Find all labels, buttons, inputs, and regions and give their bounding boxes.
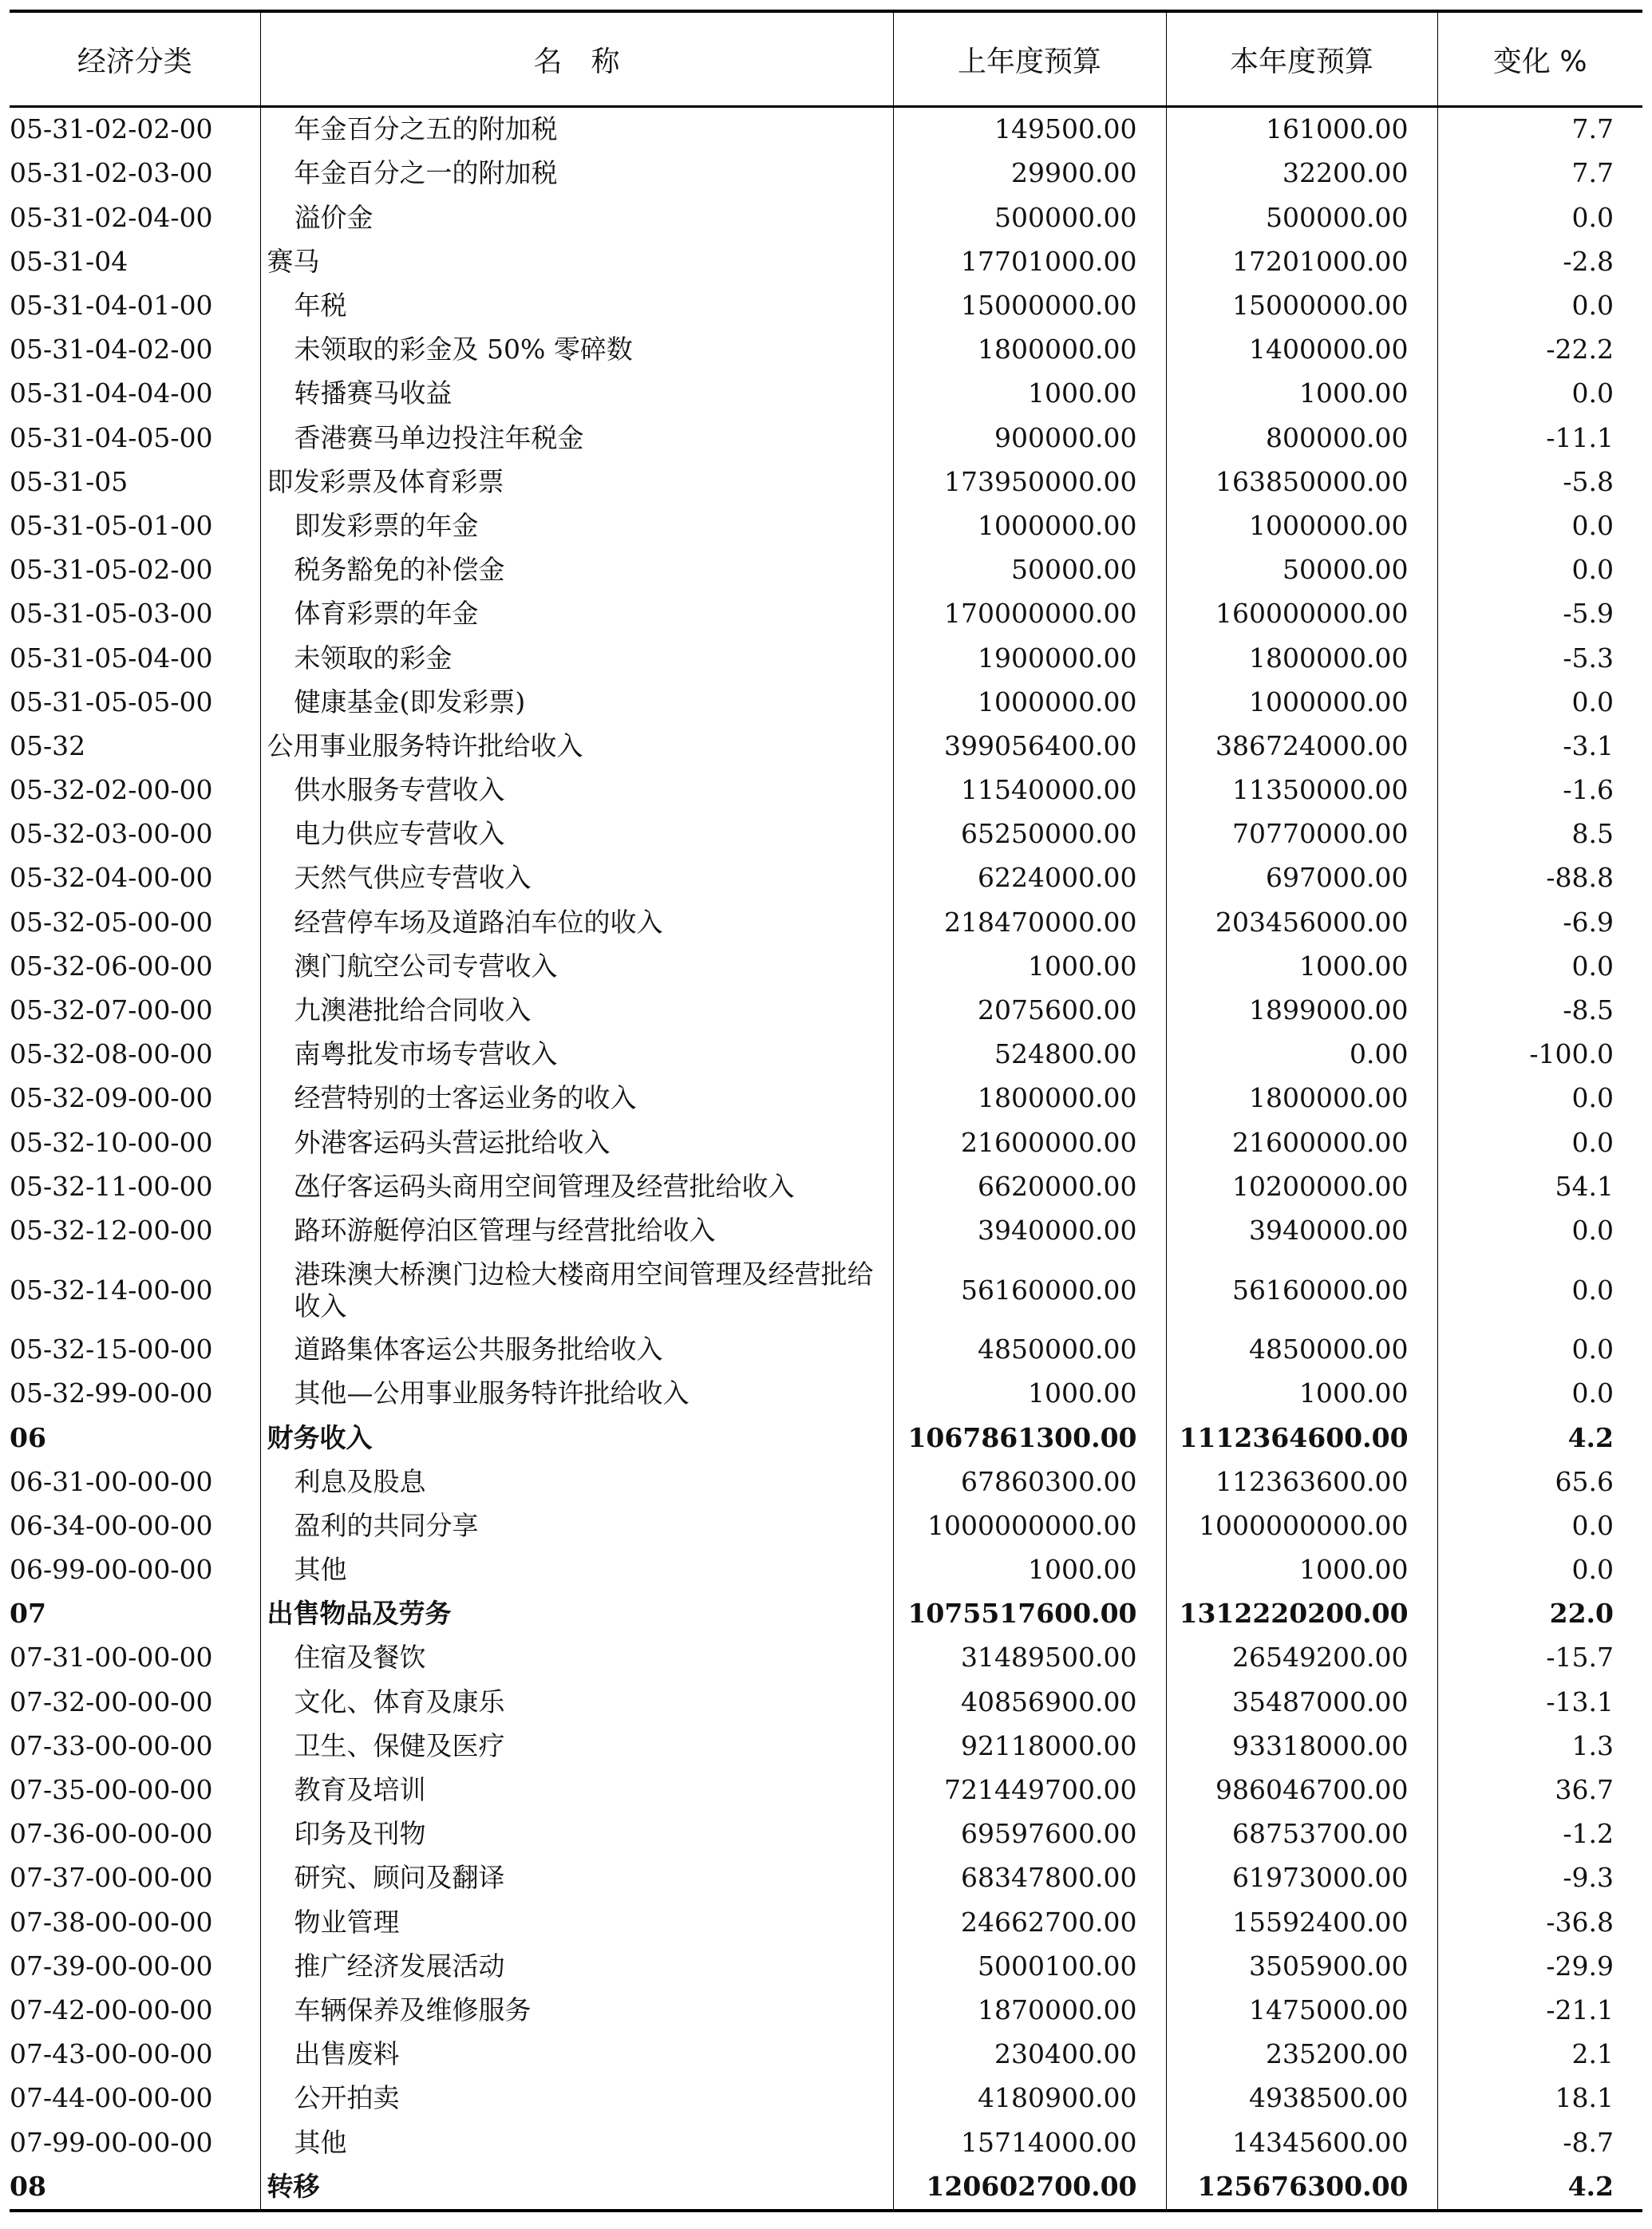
row-code: 05-32 [10, 729, 86, 761]
table-row [10, 636, 1642, 680]
row-current-budget: 1000.00 [1166, 945, 1437, 989]
row-current-budget: 1112364600.00 [1166, 1416, 1437, 1460]
table-row [10, 372, 1642, 416]
row-name: 研究、顾问及翻译 [260, 1856, 893, 1900]
row-code: 07-39-00-00-00 [10, 1950, 213, 1982]
row-code: 05-32-09-00-00 [10, 1082, 213, 1114]
row-code: 05-32-08-00-00 [10, 1038, 213, 1070]
row-change-percent: 0.0 [1437, 1253, 1642, 1328]
table-row [10, 856, 1642, 900]
row-code: 07 [10, 1598, 46, 1630]
row-previous-budget: 67860300.00 [893, 1460, 1166, 1504]
table-row [10, 1725, 1642, 1769]
table-row [10, 1989, 1642, 2033]
row-name: 澳门航空公司专营收入 [260, 945, 893, 989]
row-name: 港珠澳大桥澳门边检大楼商用空间管理及经营批给收入 [260, 1253, 893, 1328]
row-current-budget: 203456000.00 [1166, 900, 1437, 944]
table-row [10, 460, 1642, 504]
row-current-budget: 1000000000.00 [1166, 1504, 1437, 1548]
row-name: 推广经济发展活动 [260, 1945, 893, 1989]
row-current-budget: 32200.00 [1166, 152, 1437, 196]
row-previous-budget: 56160000.00 [893, 1253, 1166, 1328]
row-previous-budget: 900000.00 [893, 416, 1166, 460]
row-previous-budget: 524800.00 [893, 1033, 1166, 1077]
row-name: 氹仔客运码头商用空间管理及经营批给收入 [260, 1165, 893, 1209]
row-current-budget: 70770000.00 [1166, 812, 1437, 856]
row-change-percent: 0.0 [1437, 1328, 1642, 1372]
row-change-percent: -88.8 [1437, 856, 1642, 900]
row-current-budget: 14345600.00 [1166, 2120, 1437, 2164]
row-change-percent: 0.0 [1437, 1120, 1642, 1164]
row-change-percent: -13.1 [1437, 1680, 1642, 1724]
row-code: 05-31-02-04-00 [10, 201, 213, 233]
row-name: 年金百分之一的附加税 [260, 152, 893, 196]
row-previous-budget: 6224000.00 [893, 856, 1166, 900]
row-name: 住宿及餐饮 [260, 1636, 893, 1680]
row-name: 外港客运码头营运批给收入 [260, 1120, 893, 1164]
row-change-percent: 0.0 [1437, 1548, 1642, 1592]
row-name: 年税 [260, 284, 893, 328]
header-previous-budget: 上年度预算 [893, 11, 1166, 107]
row-current-budget: 697000.00 [1166, 856, 1437, 900]
row-previous-budget: 29900.00 [893, 152, 1166, 196]
row-current-budget: 15000000.00 [1166, 284, 1437, 328]
table-row [10, 152, 1642, 196]
row-change-percent: 8.5 [1437, 812, 1642, 856]
row-code: 07-38-00-00-00 [10, 1906, 213, 1938]
row-name: 天然气供应专营收入 [260, 856, 893, 900]
row-change-percent: -8.5 [1437, 989, 1642, 1033]
table-body [10, 107, 1642, 2211]
row-code: 05-32-14-00-00 [10, 1274, 213, 1306]
row-current-budget: 386724000.00 [1166, 725, 1437, 769]
table-row [10, 1328, 1642, 1372]
row-name: 即发彩票的年金 [260, 504, 893, 548]
row-current-budget: 1000.00 [1166, 1372, 1437, 1416]
row-name: 溢价金 [260, 196, 893, 239]
table-row [10, 900, 1642, 944]
row-name: 利息及股息 [260, 1460, 893, 1504]
row-current-budget: 161000.00 [1166, 107, 1437, 152]
row-previous-budget: 1000000.00 [893, 504, 1166, 548]
table-row [10, 284, 1642, 328]
table-row [10, 1856, 1642, 1900]
row-change-percent: 0.0 [1437, 1209, 1642, 1253]
table-row [10, 1592, 1642, 1636]
row-previous-budget: 1000.00 [893, 372, 1166, 416]
row-code: 07-32-00-00-00 [10, 1686, 213, 1717]
row-change-percent: 2.1 [1437, 2033, 1642, 2077]
row-name: 公用事业服务特许批给收入 [260, 725, 893, 769]
row-change-percent: -9.3 [1437, 1856, 1642, 1900]
row-code: 07-43-00-00-00 [10, 2038, 213, 2070]
row-current-budget: 68753700.00 [1166, 1812, 1437, 1856]
row-name: 年金百分之五的附加税 [260, 107, 893, 152]
table-row [10, 416, 1642, 460]
row-name: 其他 [260, 1548, 893, 1592]
row-current-budget: 21600000.00 [1166, 1120, 1437, 1164]
row-change-percent: 65.6 [1437, 1460, 1642, 1504]
row-change-percent: -21.1 [1437, 1989, 1642, 2033]
row-name: 即发彩票及体育彩票 [260, 460, 893, 504]
row-change-percent: -2.8 [1437, 240, 1642, 284]
row-current-budget: 4938500.00 [1166, 2077, 1437, 2120]
row-change-percent: 0.0 [1437, 680, 1642, 724]
row-previous-budget: 1067861300.00 [893, 1416, 1166, 1460]
row-name: 其他—公用事业服务特许批给收入 [260, 1372, 893, 1416]
row-name: 香港赛马单边投注年税金 [260, 416, 893, 460]
row-change-percent: 0.0 [1437, 548, 1642, 592]
table-row [10, 1209, 1642, 1253]
row-current-budget: 11350000.00 [1166, 769, 1437, 812]
row-name: 出售物品及劳务 [260, 1592, 893, 1636]
row-code: 07-36-00-00-00 [10, 1818, 213, 1850]
table-row [10, 1945, 1642, 1989]
table-row [10, 1636, 1642, 1680]
row-previous-budget: 15714000.00 [893, 2120, 1166, 2164]
row-current-budget: 35487000.00 [1166, 1680, 1437, 1724]
row-previous-budget: 4180900.00 [893, 2077, 1166, 2120]
row-change-percent: 0.0 [1437, 372, 1642, 416]
row-code: 05-32-02-00-00 [10, 774, 213, 806]
row-current-budget: 160000000.00 [1166, 592, 1437, 636]
row-current-budget: 1800000.00 [1166, 1077, 1437, 1120]
row-name: 公开拍卖 [260, 2077, 893, 2120]
row-change-percent: 1.3 [1437, 1725, 1642, 1769]
row-code: 05-31-04-01-00 [10, 290, 213, 322]
row-name: 转播赛马收益 [260, 372, 893, 416]
table-row [10, 1900, 1642, 1944]
row-name: 未领取的彩金及 50% 零碎数 [260, 328, 893, 372]
row-code: 05-32-12-00-00 [10, 1214, 213, 1246]
row-change-percent: -5.9 [1437, 592, 1642, 636]
row-change-percent: 7.7 [1437, 107, 1642, 152]
row-name: 赛马 [260, 240, 893, 284]
row-change-percent: 22.0 [1437, 1592, 1642, 1636]
row-code: 05-32-10-00-00 [10, 1126, 213, 1158]
row-change-percent: 0.0 [1437, 1372, 1642, 1416]
row-current-budget: 50000.00 [1166, 548, 1437, 592]
row-code: 05-31-04-05-00 [10, 421, 213, 453]
row-code: 05-32-03-00-00 [10, 818, 213, 850]
row-code: 05-32-07-00-00 [10, 994, 213, 1026]
row-name: 教育及培训 [260, 1769, 893, 1812]
table-row [10, 548, 1642, 592]
row-code: 07-33-00-00-00 [10, 1729, 213, 1761]
row-current-budget: 93318000.00 [1166, 1725, 1437, 1769]
row-current-budget: 1000.00 [1166, 372, 1437, 416]
row-name: 税务豁免的补偿金 [260, 548, 893, 592]
row-current-budget: 1800000.00 [1166, 636, 1437, 680]
row-change-percent: 0.0 [1437, 196, 1642, 239]
table-row [10, 1812, 1642, 1856]
row-code: 07-99-00-00-00 [10, 2126, 213, 2158]
row-name: 路环游艇停泊区管理与经营批给收入 [260, 1209, 893, 1253]
row-change-percent: -15.7 [1437, 1636, 1642, 1680]
row-previous-budget: 399056400.00 [893, 725, 1166, 769]
row-change-percent: -11.1 [1437, 416, 1642, 460]
row-current-budget: 15592400.00 [1166, 1900, 1437, 1944]
row-current-budget: 800000.00 [1166, 416, 1437, 460]
budget-table [10, 10, 1642, 2212]
row-name: 体育彩票的年金 [260, 592, 893, 636]
row-previous-budget: 170000000.00 [893, 592, 1166, 636]
row-current-budget: 26549200.00 [1166, 1636, 1437, 1680]
row-current-budget: 1000000.00 [1166, 680, 1437, 724]
table-row [10, 1548, 1642, 1592]
row-code: 05-31-04 [10, 245, 128, 277]
row-current-budget: 10200000.00 [1166, 1165, 1437, 1209]
table-row [10, 1769, 1642, 1812]
table-row [10, 2077, 1642, 2120]
row-change-percent: 18.1 [1437, 2077, 1642, 2120]
row-previous-budget: 1800000.00 [893, 1077, 1166, 1120]
row-previous-budget: 2075600.00 [893, 989, 1166, 1033]
row-change-percent: 0.0 [1437, 1504, 1642, 1548]
table-row [10, 812, 1642, 856]
row-previous-budget: 1900000.00 [893, 636, 1166, 680]
row-current-budget: 3940000.00 [1166, 1209, 1437, 1253]
row-code: 05-32-11-00-00 [10, 1170, 213, 1202]
row-previous-budget: 149500.00 [893, 107, 1166, 152]
row-change-percent: -22.2 [1437, 328, 1642, 372]
row-code: 05-31-05-05-00 [10, 686, 213, 717]
table-row [10, 196, 1642, 239]
row-change-percent: -1.6 [1437, 769, 1642, 812]
table-row [10, 1680, 1642, 1724]
header-change-percent: 变化 % [1437, 11, 1642, 107]
row-name: 卫生、保健及医疗 [260, 1725, 893, 1769]
row-previous-budget: 21600000.00 [893, 1120, 1166, 1164]
row-change-percent: 7.7 [1437, 152, 1642, 196]
row-name: 经营停车场及道路泊车位的收入 [260, 900, 893, 944]
row-current-budget: 0.00 [1166, 1033, 1437, 1077]
row-current-budget: 1400000.00 [1166, 328, 1437, 372]
row-current-budget: 235200.00 [1166, 2033, 1437, 2077]
row-current-budget: 1899000.00 [1166, 989, 1437, 1033]
row-change-percent: 0.0 [1437, 1077, 1642, 1120]
row-current-budget: 112363600.00 [1166, 1460, 1437, 1504]
row-code: 05-32-15-00-00 [10, 1334, 213, 1365]
header-current-budget: 本年度预算 [1166, 11, 1437, 107]
row-code: 05-31-05 [10, 465, 128, 497]
row-previous-budget: 218470000.00 [893, 900, 1166, 944]
row-previous-budget: 1800000.00 [893, 328, 1166, 372]
table-row [10, 1372, 1642, 1416]
row-previous-budget: 4850000.00 [893, 1328, 1166, 1372]
row-name: 经营特别的士客运业务的收入 [260, 1077, 893, 1120]
row-name: 车辆保养及维修服务 [260, 1989, 893, 2033]
row-code: 07-44-00-00-00 [10, 2082, 213, 2114]
header-name: 名 称 [260, 11, 893, 107]
row-code: 05-32-06-00-00 [10, 950, 213, 982]
row-current-budget: 1312220200.00 [1166, 1592, 1437, 1636]
row-previous-budget: 3940000.00 [893, 1209, 1166, 1253]
row-previous-budget: 11540000.00 [893, 769, 1166, 812]
row-previous-budget: 1000000.00 [893, 680, 1166, 724]
row-current-budget: 500000.00 [1166, 196, 1437, 239]
table-row [10, 2120, 1642, 2164]
table-header [10, 11, 1642, 107]
row-change-percent: 54.1 [1437, 1165, 1642, 1209]
table-row [10, 328, 1642, 372]
row-current-budget: 56160000.00 [1166, 1253, 1437, 1328]
row-previous-budget: 31489500.00 [893, 1636, 1166, 1680]
row-change-percent: 0.0 [1437, 504, 1642, 548]
row-previous-budget: 1000.00 [893, 1372, 1166, 1416]
row-code: 07-37-00-00-00 [10, 1862, 213, 1894]
row-previous-budget: 5000100.00 [893, 1945, 1166, 1989]
row-code: 07-31-00-00-00 [10, 1642, 213, 1674]
table-row [10, 107, 1642, 152]
table-row [10, 1416, 1642, 1460]
row-change-percent: 4.2 [1437, 2164, 1642, 2210]
row-current-budget: 163850000.00 [1166, 460, 1437, 504]
row-change-percent: -100.0 [1437, 1033, 1642, 1077]
row-change-percent: 0.0 [1437, 284, 1642, 328]
row-previous-budget: 40856900.00 [893, 1680, 1166, 1724]
table-row [10, 2033, 1642, 2077]
row-previous-budget: 1000000000.00 [893, 1504, 1166, 1548]
table-row [10, 769, 1642, 812]
row-change-percent: -36.8 [1437, 1900, 1642, 1944]
row-current-budget: 125676300.00 [1166, 2164, 1437, 2210]
row-previous-budget: 1000.00 [893, 1548, 1166, 1592]
row-name: 财务收入 [260, 1416, 893, 1460]
row-previous-budget: 15000000.00 [893, 284, 1166, 328]
row-current-budget: 986046700.00 [1166, 1769, 1437, 1812]
row-change-percent: 0.0 [1437, 945, 1642, 989]
row-previous-budget: 68347800.00 [893, 1856, 1166, 1900]
row-previous-budget: 92118000.00 [893, 1725, 1166, 1769]
row-code: 05-31-02-02-00 [10, 113, 213, 145]
row-name: 文化、体育及康乐 [260, 1680, 893, 1724]
row-code: 05-31-05-04-00 [10, 642, 213, 674]
row-current-budget: 4850000.00 [1166, 1328, 1437, 1372]
row-change-percent: -5.8 [1437, 460, 1642, 504]
table-row [10, 1165, 1642, 1209]
row-previous-budget: 1870000.00 [893, 1989, 1166, 2033]
row-code: 06 [10, 1421, 46, 1453]
row-name: 道路集体客运公共服务批给收入 [260, 1328, 893, 1372]
row-code: 05-32-99-00-00 [10, 1377, 213, 1409]
row-code: 05-31-05-01-00 [10, 509, 213, 541]
row-previous-budget: 120602700.00 [893, 2164, 1166, 2210]
table-row [10, 989, 1642, 1033]
row-name: 电力供应专营收入 [260, 812, 893, 856]
row-code: 06-34-00-00-00 [10, 1509, 213, 1541]
row-name: 物业管理 [260, 1900, 893, 1944]
row-previous-budget: 230400.00 [893, 2033, 1166, 2077]
row-name: 其他 [260, 2120, 893, 2164]
row-name: 九澳港批给合同收入 [260, 989, 893, 1033]
row-code: 05-31-05-03-00 [10, 598, 213, 630]
row-name: 出售废料 [260, 2033, 893, 2077]
row-current-budget: 1000.00 [1166, 1548, 1437, 1592]
row-code: 06-99-00-00-00 [10, 1554, 213, 1586]
row-previous-budget: 69597600.00 [893, 1812, 1166, 1856]
row-previous-budget: 721449700.00 [893, 1769, 1166, 1812]
table-row [10, 1120, 1642, 1164]
table-row [10, 592, 1642, 636]
row-change-percent: 36.7 [1437, 1769, 1642, 1812]
row-current-budget: 61973000.00 [1166, 1856, 1437, 1900]
row-code: 05-32-04-00-00 [10, 862, 213, 894]
row-code: 08 [10, 2164, 260, 2210]
row-code: 06-31-00-00-00 [10, 1465, 213, 1497]
row-change-percent: 4.2 [1437, 1416, 1642, 1460]
table-row [10, 1033, 1642, 1077]
row-previous-budget: 173950000.00 [893, 460, 1166, 504]
table-row [10, 240, 1642, 284]
table-row [10, 1253, 1642, 1328]
row-code: 05-32-05-00-00 [10, 906, 213, 938]
row-code: 05-31-05-02-00 [10, 554, 213, 586]
row-code: 05-31-04-04-00 [10, 377, 213, 409]
row-current-budget: 1475000.00 [1166, 1989, 1437, 2033]
row-name: 南粤批发市场专营收入 [260, 1033, 893, 1077]
row-previous-budget: 24662700.00 [893, 1900, 1166, 1944]
row-previous-budget: 6620000.00 [893, 1165, 1166, 1209]
row-current-budget: 17201000.00 [1166, 240, 1437, 284]
row-previous-budget: 50000.00 [893, 548, 1166, 592]
row-code: 05-31-04-02-00 [10, 334, 213, 366]
row-previous-budget: 17701000.00 [893, 240, 1166, 284]
table-row [10, 680, 1642, 724]
row-change-percent: -3.1 [1437, 725, 1642, 769]
table-row [10, 504, 1642, 548]
row-previous-budget: 1075517600.00 [893, 1592, 1166, 1636]
row-name: 健康基金(即发彩票) [260, 680, 893, 724]
row-previous-budget: 500000.00 [893, 196, 1166, 239]
row-name: 盈利的共同分享 [260, 1504, 893, 1548]
row-name: 未领取的彩金 [260, 636, 893, 680]
row-change-percent: -29.9 [1437, 1945, 1642, 1989]
row-current-budget: 1000000.00 [1166, 504, 1437, 548]
row-change-percent: -6.9 [1437, 900, 1642, 944]
row-current-budget: 3505900.00 [1166, 1945, 1437, 1989]
row-previous-budget: 1000.00 [893, 945, 1166, 989]
header-economic-class: 经济分类 [10, 11, 260, 107]
row-name: 供水服务专营收入 [260, 769, 893, 812]
table-row [10, 725, 1642, 769]
row-change-percent: -1.2 [1437, 1812, 1642, 1856]
row-change-percent: -5.3 [1437, 636, 1642, 680]
row-name: 转移 [260, 2164, 893, 2210]
row-code: 07-35-00-00-00 [10, 1774, 213, 1806]
row-previous-budget: 65250000.00 [893, 812, 1166, 856]
row-code: 05-31-02-03-00 [10, 157, 213, 189]
row-name: 印务及刊物 [260, 1812, 893, 1856]
table-row [10, 1504, 1642, 1548]
table-row [10, 1077, 1642, 1120]
table-row [10, 2164, 1642, 2210]
table-row [10, 945, 1642, 989]
header-row [10, 11, 1642, 107]
row-change-percent: -8.7 [1437, 2120, 1642, 2164]
row-code: 07-42-00-00-00 [10, 1994, 213, 2025]
table-row [10, 1460, 1642, 1504]
